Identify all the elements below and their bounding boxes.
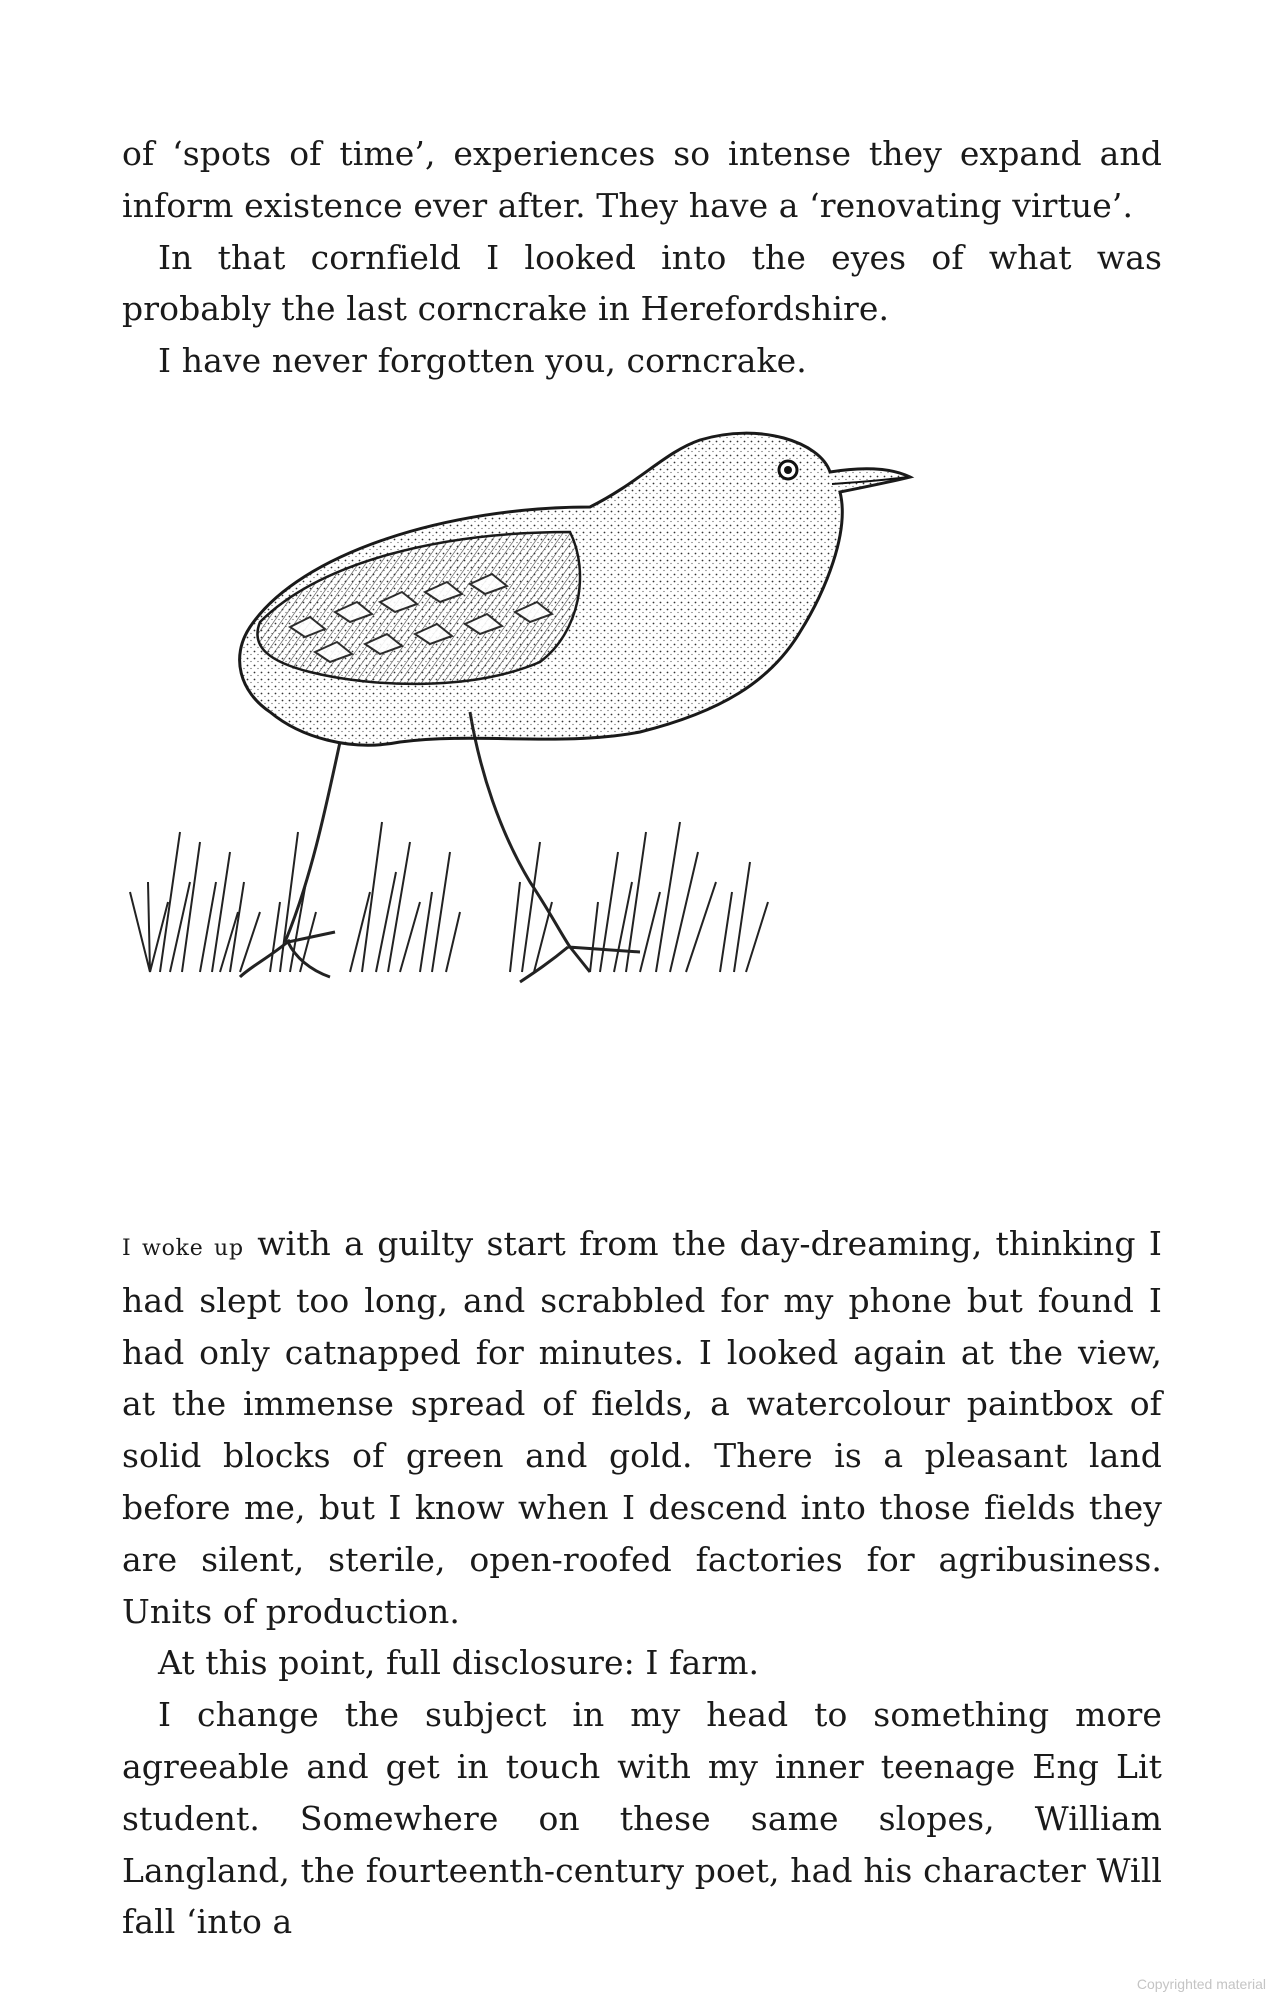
- paragraph-full-disclosure: At this point, full disclosure: I farm.: [158, 1643, 760, 1683]
- paragraph-spots-of-time: of ‘spots of time’, experiences so intense they expand and inform existence ever after. They have a ‘renovating virtue’.: [122, 134, 1162, 225]
- paragraph-woke-up-text: with a guilty start from the day-dreaming, thinking I had slept too long, and scrabbled for my phone but found I had only catnapped for minutes. I looked again at the view, at the immense spread of fields, a watercolour paintbox of solid blocks of green and gold. There is a pleasant land before me, but I know when I descend into those fields they are silent, sterile, open-roofed factories for agribusiness. Units of production.: [122, 1224, 1163, 1631]
- grass-tufts: [130, 822, 768, 972]
- copyright-watermark: Copyrighted material: [1136, 1976, 1266, 1992]
- small-caps-lead-in: I woke up: [122, 1236, 244, 1261]
- corncrake-illustration: [120, 412, 1180, 1152]
- paragraph-langland: I change the subject in my head to something more agreeable and get in touch with my inner teenage Eng Lit student. Somewhere on these same slopes, William Langland, the fourteenth-century poet, had his character Will fall ‘into a: [122, 1695, 1162, 1942]
- bottom-passage: [122, 1218, 1162, 1948]
- paragraph-cornfield: In that cornfield I looked into the eyes of what was probably the last corncrake in Herefordshire.: [122, 237, 1162, 329]
- top-passage: [122, 128, 1162, 387]
- bird-body: [240, 433, 910, 745]
- paragraph-woke-up: [122, 1218, 1162, 1637]
- paragraph-never-forgotten: I have never forgotten you, corncrake.: [158, 341, 807, 381]
- legs: [240, 712, 640, 982]
